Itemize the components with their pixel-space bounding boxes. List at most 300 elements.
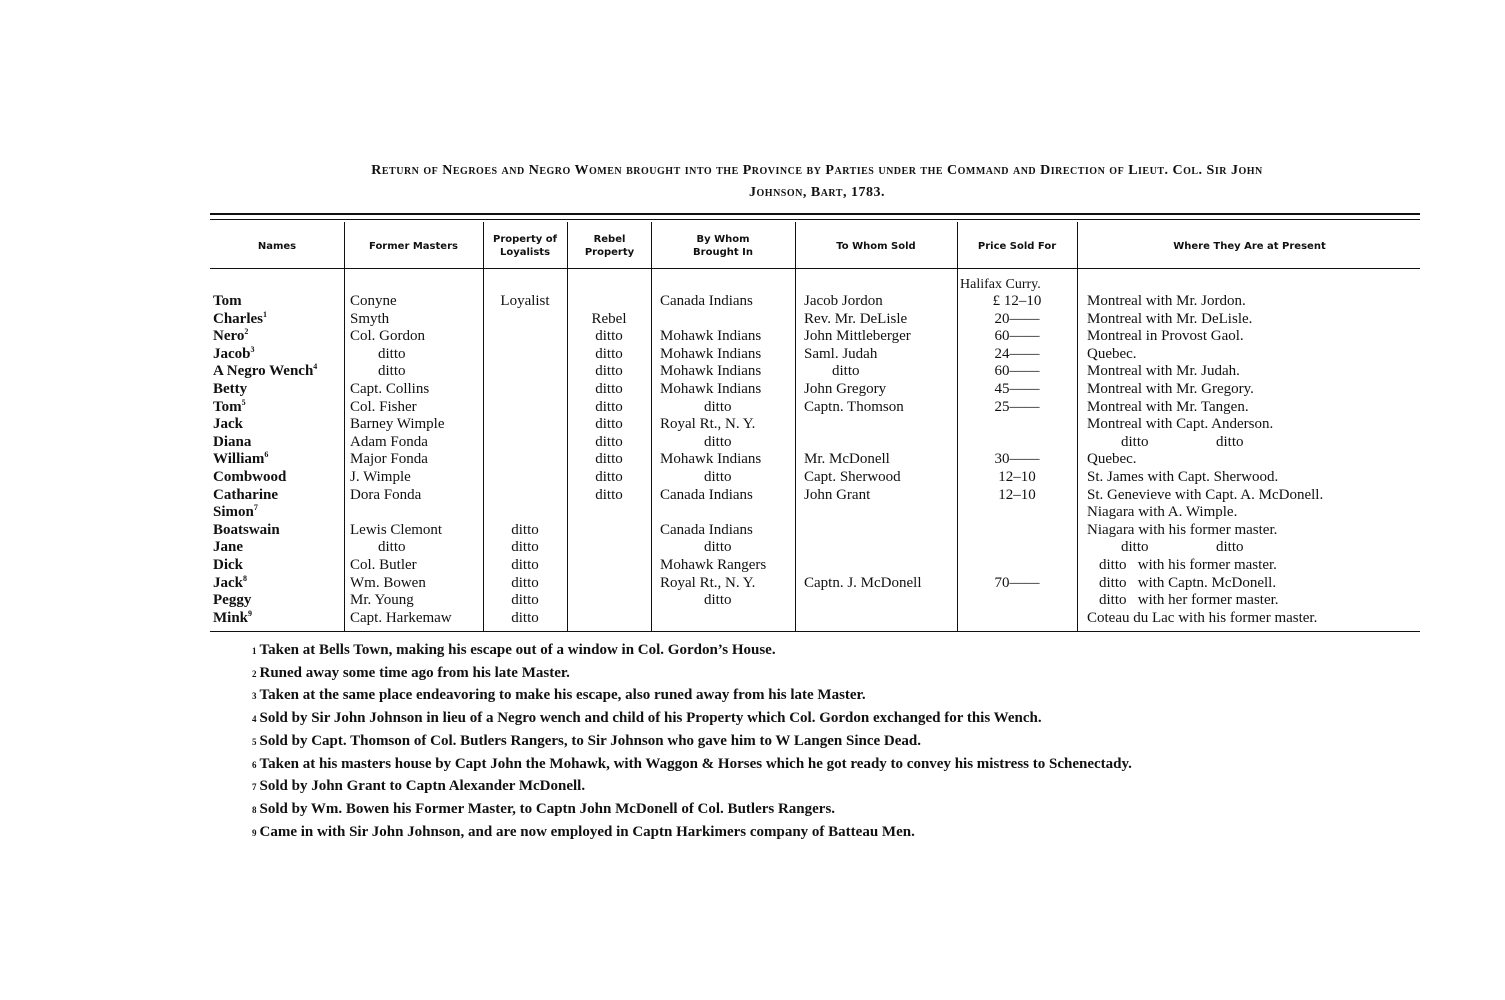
cell-name: [213, 592, 343, 610]
cell-name: [213, 522, 343, 540]
cell-sold-to: [804, 399, 956, 417]
footnote-text: Taken at the same place endeavoring to make his escape, also runed away from his late Master.: [259, 687, 866, 704]
footnote-mark: 2: [244, 327, 249, 337]
cell-brought-in-text: ditto: [704, 539, 732, 556]
title-line-1: Return of Negroes and Negro Women brought into the Province by Parties under the Command and Direction of Lieut. Col. Sir John: [371, 163, 1263, 178]
cell-sold-to: [804, 381, 956, 399]
cell-name: [213, 575, 343, 593]
cell-sold-to-text: John Mittleberger: [804, 328, 911, 345]
footnote-mark: 1: [263, 309, 267, 319]
cell-rebel: [569, 575, 649, 593]
cell-sold-to-text: Captn. Thomson: [804, 398, 904, 415]
cell-rebel-text: ditto: [595, 398, 623, 415]
cell-sold-to: [804, 575, 956, 593]
cell-where-text: ditto with her former master.: [1099, 592, 1279, 609]
cell-name: [213, 504, 343, 522]
cell-rebel-text: ditto: [595, 469, 623, 485]
cell-former-master: [350, 557, 482, 575]
cell-loyalist: [485, 451, 565, 469]
cell-where: [1087, 504, 1421, 522]
cell-price-text: 60——: [994, 328, 1040, 345]
cell-former-master-text: Lewis Clemont: [350, 521, 443, 538]
cell-brought-in-text: Canada Indians: [660, 486, 753, 503]
cell-brought-in: [660, 346, 794, 364]
cell-loyalist: [485, 469, 565, 487]
cell-where-text: Montreal with Mr. Judah.: [1087, 363, 1240, 380]
header-to-whom-sold: To Whom Sold: [836, 240, 916, 252]
cell-brought-in-text: Mohawk Indians: [660, 363, 762, 380]
cell-price-text: 30——: [994, 451, 1040, 468]
cell-sold-to: [804, 557, 956, 575]
cell-loyalist: [485, 504, 565, 522]
bottom-rule: [210, 631, 1420, 632]
footnote-text: Came in with Sir John Johnson, and are now employed in Captn Harkimers company of Batteau Men.: [259, 823, 915, 840]
cell-rebel-text: ditto: [595, 345, 623, 362]
cell-brought-in: [704, 592, 794, 610]
cell-price: [959, 293, 1075, 311]
cell-sold-to: [804, 539, 956, 557]
cell-loyalist-text: ditto: [511, 609, 539, 626]
cell-name-text: Combwood: [213, 469, 287, 485]
cell-brought-in: [660, 381, 794, 399]
cell-former-master-text: Adam Fonda: [350, 433, 428, 450]
cell-former-master: [350, 328, 482, 346]
cell-rebel: [569, 539, 649, 557]
cell-brought-in: [660, 311, 794, 329]
cell-rebel-text: ditto: [595, 363, 623, 380]
cell-rebel-text: ditto: [595, 433, 623, 450]
column-divider: [483, 222, 484, 632]
footnote-number: 4: [252, 714, 257, 725]
cell-former-master: [350, 434, 482, 452]
cell-sold-to-text: Captn. J. McDonell: [804, 574, 922, 591]
cell-former-master: [350, 311, 482, 329]
cell-where: [1121, 434, 1421, 452]
cell-name-text: Boatswain: [213, 521, 280, 538]
cell-rebel-text: ditto: [595, 451, 623, 468]
cell-brought-in: [660, 451, 794, 469]
cell-price: [959, 504, 1075, 522]
cell-name: [213, 363, 343, 381]
cell-former-master-text: Barney Wimple: [350, 416, 445, 433]
cell-price-text: 20——: [994, 310, 1040, 327]
cell-rebel: [569, 311, 649, 329]
cell-former-master-text: Capt. Harkemaw: [350, 609, 452, 626]
cell-price: [959, 451, 1075, 469]
cell-price: [959, 592, 1075, 610]
cell-where-text: Montreal with Mr. Jordon.: [1087, 293, 1246, 309]
cell-name: [213, 346, 343, 364]
cell-former-master: [350, 487, 482, 505]
footnote: [252, 824, 915, 841]
cell-former-master: [350, 416, 482, 434]
cell-former-master: [350, 504, 482, 522]
cell-former-master: [378, 346, 482, 364]
cell-price: [959, 346, 1075, 364]
footnote-mark: 6: [264, 450, 269, 460]
footnote-mark: 9: [248, 608, 253, 618]
cell-loyalist-text: Loyalist: [500, 293, 550, 309]
column-divider: [567, 222, 568, 632]
cell-where-text: Coteau du Lac with his former master.: [1087, 609, 1318, 626]
cell-sold-to: [804, 293, 956, 311]
cell-sold-to: [804, 328, 956, 346]
cell-sold-to: [804, 610, 956, 628]
cell-sold-to-text: Capt. Sherwood: [804, 469, 901, 485]
cell-brought-in-text: ditto: [704, 398, 732, 415]
cell-sold-to-text: ditto: [832, 363, 860, 380]
cell-where: [1087, 363, 1421, 381]
footnote: [252, 710, 1042, 727]
footnote-number: 1: [252, 646, 257, 656]
cell-loyalist-text: ditto: [511, 557, 539, 573]
cell-loyalist: [485, 434, 565, 452]
header-property-of-loyalists: Property of Loyalists: [492, 234, 557, 258]
cell-brought-in: [660, 328, 794, 346]
cell-brought-in-text: Mohawk Indians: [660, 451, 762, 468]
cell-former-master: [378, 363, 482, 381]
footnote: [252, 756, 1132, 773]
column-divider: [651, 222, 652, 632]
footnote-text: Runed away some time ago from his late Master.: [259, 664, 570, 681]
cell-name-text: Jack: [213, 416, 243, 433]
cell-price: [959, 557, 1075, 575]
header-rule: [210, 268, 1420, 269]
cell-brought-in: [660, 575, 794, 593]
cell-where-text: St. Genevieve with Capt. A. McDonell.: [1087, 486, 1324, 503]
cell-brought-in-text: ditto: [704, 592, 732, 609]
cell-former-master-text: Mr. Young: [350, 592, 414, 609]
cell-where: [1121, 539, 1421, 557]
cell-where-text: Montreal with Capt. Anderson.: [1087, 416, 1274, 433]
cell-brought-in: [704, 469, 794, 487]
cell-where: [1099, 592, 1421, 610]
cell-sold-to: [804, 487, 956, 505]
cell-brought-in-text: Mohawk Indians: [660, 381, 762, 397]
cell-price-text: 60——: [994, 363, 1040, 380]
cell-loyalist: [485, 557, 565, 575]
cell-rebel: [569, 434, 649, 452]
cell-name-text: Tom: [213, 398, 242, 415]
cell-where-text: Niagara with his former master.: [1087, 521, 1278, 538]
cell-name: [213, 328, 343, 346]
cell-sold-to-text: Jacob Jordon: [804, 293, 883, 309]
cell-rebel-text: ditto: [595, 416, 623, 433]
cell-former-master: [350, 469, 482, 487]
cell-loyalist: [485, 399, 565, 417]
cell-where-text: Montreal with Mr. Gregory.: [1087, 381, 1254, 397]
cell-where: [1087, 328, 1421, 346]
cell-sold-to-text: John Grant: [804, 486, 871, 503]
cell-where: [1087, 451, 1421, 469]
cell-name-text: Tom: [213, 293, 242, 309]
cell-brought-in: [704, 399, 794, 417]
cell-where-text: Niagara with A. Wimple.: [1087, 504, 1238, 521]
cell-price: [959, 575, 1075, 593]
cell-name-text: Catharine: [213, 486, 278, 503]
cell-loyalist: [485, 575, 565, 593]
cell-name: [213, 469, 343, 487]
footnote: [252, 801, 835, 818]
footnote-number: 8: [252, 804, 257, 815]
footnote-mark: 7: [253, 503, 258, 513]
cell-price-text: 25——: [994, 398, 1040, 415]
cell-where: [1087, 610, 1421, 628]
cell-name-text: Diana: [213, 433, 252, 450]
title-line-2: Johnson, Bart, 1783.: [749, 185, 885, 200]
cell-brought-in: [660, 504, 794, 522]
cell-name-text: Simon: [213, 504, 254, 521]
cell-brought-in-text: Canada Indians: [660, 293, 753, 309]
cell-price: [959, 434, 1075, 452]
cell-rebel: [569, 399, 649, 417]
cell-name: [213, 416, 343, 434]
footnote-mark: 8: [243, 573, 247, 583]
cell-sold-to: [804, 434, 956, 452]
cell-former-master-text: Major Fonda: [350, 451, 428, 468]
cell-price: [959, 539, 1075, 557]
cell-rebel: [569, 328, 649, 346]
header-by-whom-brought-in: By Whom Brought In: [693, 234, 753, 258]
cell-former-master-text: Conyne: [350, 293, 397, 309]
cell-loyalist-text: ditto: [511, 521, 539, 538]
footnote-text: Sold by Wm. Bowen his Former Master, to Captn John McDonell of Col. Butlers Rangers.: [259, 800, 836, 817]
cell-sold-to: [804, 346, 956, 364]
cell-sold-to: [804, 592, 956, 610]
cell-where-text: St. James with Capt. Sherwood.: [1087, 469, 1279, 485]
cell-price-text: 70——: [994, 574, 1040, 591]
cell-loyalist-text: ditto: [511, 574, 539, 591]
cell-brought-in: [660, 363, 794, 381]
cell-sold-to: [832, 363, 956, 381]
cell-price-text: 24——: [994, 345, 1040, 362]
cell-loyalist-text: ditto: [511, 539, 539, 556]
footnote: [252, 778, 585, 795]
cell-name: [213, 487, 343, 505]
cell-rebel: [569, 592, 649, 610]
cell-name-text: Jacob: [213, 345, 251, 362]
cell-where: [1087, 293, 1421, 311]
footnote-text: Taken at his masters house by Capt John the Mohawk, with Waggon & Horses which he got ready to convey his mistress to Schenectady.: [259, 755, 1132, 772]
cell-where: [1087, 416, 1421, 434]
cell-price: [959, 610, 1075, 628]
cell-where: [1099, 575, 1421, 593]
footnote: [252, 642, 776, 659]
cell-former-master-text: J. Wimple: [350, 469, 411, 485]
cell-where-text: ditto with Captn. McDonell.: [1099, 574, 1277, 591]
cell-former-master-text: ditto: [378, 539, 406, 556]
cell-brought-in: [660, 557, 794, 575]
cell-rebel-text: Rebel: [591, 310, 627, 327]
cell-brought-in-text: Royal Rt., N. Y.: [660, 574, 756, 591]
footnote-number: 5: [252, 736, 257, 747]
cell-loyalist: [485, 487, 565, 505]
cell-name: [213, 451, 343, 469]
footnote-text: Taken at Bells Town, making his escape out of a window in Col. Gordon’s House.: [259, 642, 776, 658]
cell-former-master: [350, 293, 482, 311]
cell-name-text: A Negro Wench: [213, 363, 314, 380]
cell-where-text: Montreal with Mr. Tangen.: [1087, 398, 1249, 415]
cell-rebel: [569, 557, 649, 575]
cell-rebel: [569, 522, 649, 540]
cell-rebel: [569, 610, 649, 628]
cell-where-text: Montreal with Mr. DeLisle.: [1087, 310, 1253, 327]
cell-former-master: [350, 522, 482, 540]
cell-brought-in: [660, 416, 794, 434]
cell-name-text: Mink: [213, 609, 249, 626]
cell-loyalist: [485, 328, 565, 346]
cell-where: [1087, 399, 1421, 417]
cell-price: [959, 469, 1075, 487]
cell-sold-to: [804, 451, 956, 469]
footnote-number: 2: [252, 668, 257, 679]
header-rebel-property: Rebel Property: [584, 234, 635, 258]
cell-former-master-text: Dora Fonda: [350, 486, 422, 503]
cell-name-text: Peggy: [213, 592, 252, 609]
cell-sold-to-text: Rev. Mr. DeLisle: [804, 310, 908, 327]
cell-price-text: 45——: [994, 381, 1040, 397]
cell-name-text: Charles: [213, 310, 263, 327]
cell-name: [213, 311, 343, 329]
cell-sold-to-text: John Gregory: [804, 381, 887, 397]
cell-price: [959, 381, 1075, 399]
cell-where: [1087, 469, 1421, 487]
cell-rebel: [569, 416, 649, 434]
footnote: [252, 665, 570, 682]
column-divider: [344, 222, 345, 632]
cell-rebel: [569, 363, 649, 381]
cell-brought-in: [660, 487, 794, 505]
cell-where-text: ditto ditto: [1121, 539, 1244, 556]
cell-brought-in-text: Mohawk Rangers: [660, 557, 767, 573]
cell-former-master-text: Col. Gordon: [350, 328, 425, 345]
cell-where-text: Quebec.: [1087, 345, 1137, 362]
column-divider: [957, 222, 958, 632]
cell-name-text: Jack: [213, 574, 243, 591]
cell-brought-in: [704, 539, 794, 557]
footnote-number: 6: [252, 759, 257, 770]
cell-price-text: £ 12–10: [992, 293, 1042, 309]
footnote-mark: 3: [250, 344, 255, 354]
cell-name: [213, 610, 343, 628]
top-rule: [210, 213, 1420, 215]
cell-where: [1087, 311, 1421, 329]
cell-former-master: [350, 451, 482, 469]
cell-brought-in-text: Mohawk Indians: [660, 328, 762, 345]
cell-rebel-text: ditto: [595, 328, 623, 345]
cell-sold-to: [804, 522, 956, 540]
cell-loyalist: [485, 522, 565, 540]
footnote-mark: 4: [313, 362, 318, 372]
cell-brought-in: [660, 610, 794, 628]
cell-price-text: 12–10: [998, 469, 1036, 485]
cell-where: [1087, 346, 1421, 364]
cell-where: [1087, 522, 1421, 540]
footnote: [252, 733, 921, 750]
cell-name: [213, 557, 343, 575]
cell-loyalist-text: ditto: [511, 592, 539, 609]
cell-rebel: [569, 504, 649, 522]
cell-where: [1087, 381, 1421, 399]
cell-name-text: Betty: [213, 381, 248, 397]
page-title: [212, 160, 1422, 204]
cell-sold-to-text: Mr. McDonell: [804, 451, 890, 468]
cell-name-text: Dick: [213, 557, 243, 573]
cell-rebel-text: ditto: [595, 381, 623, 397]
footnote-text: Sold by John Grant to Captn Alexander McDonell.: [259, 778, 586, 795]
cell-loyalist: [485, 416, 565, 434]
cell-former-master-text: ditto: [378, 363, 406, 380]
cell-where-text: Montreal in Provost Gaol.: [1087, 328, 1244, 345]
footnote-number: 7: [252, 782, 257, 793]
cell-sold-to: [804, 504, 956, 522]
cell-price: [959, 487, 1075, 505]
cell-rebel: [569, 346, 649, 364]
footnote-text: Sold by Capt. Thomson of Col. Butlers Rangers, to Sir Johnson who gave him to W Langen Since Dead.: [259, 732, 921, 749]
cell-former-master-text: Col. Butler: [350, 557, 417, 573]
cell-former-master: [378, 539, 482, 557]
cell-rebel: [569, 451, 649, 469]
cell-brought-in: [660, 522, 794, 540]
cell-name-text: Jane: [213, 539, 243, 556]
cell-former-master: [350, 575, 482, 593]
cell-former-master: [350, 592, 482, 610]
column-divider: [1077, 222, 1078, 632]
cell-loyalist: [485, 311, 565, 329]
currency-note: Halifax Curry.: [960, 277, 1041, 292]
cell-loyalist: [485, 539, 565, 557]
cell-where-text: ditto ditto: [1121, 433, 1244, 450]
cell-price: [959, 522, 1075, 540]
cell-rebel: [569, 381, 649, 399]
cell-brought-in-text: Canada Indians: [660, 521, 753, 538]
cell-rebel-text: ditto: [595, 486, 623, 503]
cell-loyalist: [485, 592, 565, 610]
cell-name: [213, 539, 343, 557]
cell-brought-in-text: ditto: [704, 433, 732, 450]
header-former-masters: Former Masters: [369, 240, 458, 252]
cell-name-text: William: [213, 451, 265, 468]
cell-name: [213, 399, 343, 417]
cell-former-master-text: Col. Fisher: [350, 398, 417, 415]
cell-loyalist: [485, 381, 565, 399]
footnote-mark: 5: [241, 397, 246, 407]
column-divider: [795, 222, 796, 632]
cell-former-master: [350, 399, 482, 417]
cell-where: [1087, 487, 1421, 505]
cell-loyalist: [485, 346, 565, 364]
cell-where-text: ditto with his former master.: [1099, 557, 1277, 573]
cell-price: [959, 416, 1075, 434]
cell-price: [959, 311, 1075, 329]
header-names: Names: [257, 240, 297, 252]
cell-sold-to: [804, 311, 956, 329]
cell-where-text: Quebec.: [1087, 451, 1137, 468]
cell-rebel: [569, 487, 649, 505]
footnote-text: Sold by Sir John Johnson in lieu of a Negro wench and child of his Property which Col. Gordon exchanged for this Wench.: [259, 710, 1042, 727]
cell-price: [959, 399, 1075, 417]
cell-loyalist: [485, 363, 565, 381]
cell-loyalist: [485, 293, 565, 311]
cell-brought-in: [660, 293, 794, 311]
cell-price: [959, 363, 1075, 381]
footnote-number: 9: [252, 827, 257, 838]
header-where-at-present: Where They Are at Present: [1173, 240, 1326, 252]
cell-name: [213, 434, 343, 452]
cell-sold-to: [804, 469, 956, 487]
cell-brought-in: [704, 434, 794, 452]
cell-rebel: [569, 469, 649, 487]
